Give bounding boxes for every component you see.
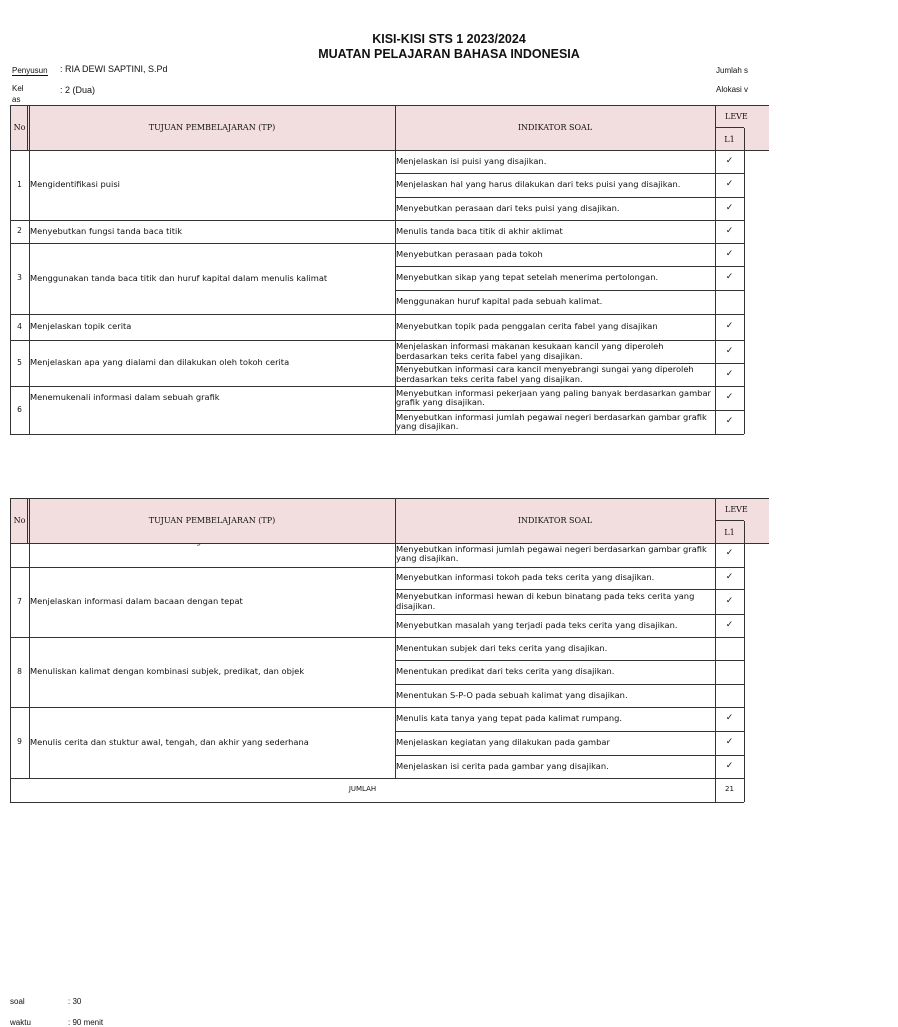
tujuan-pembelajaran-text: Menyebutkan fungsi tanda baca titik	[30, 225, 183, 236]
table-border	[744, 707, 745, 778]
tujuan-pembelajaran-text: Menjelaskan topik cerita	[30, 321, 132, 332]
table-border	[715, 637, 716, 707]
level-l1-check: ✓	[725, 713, 734, 724]
header-tujuan-pembelajaran: TUJUAN PEMBELAJARAN (TP)	[148, 123, 276, 132]
level-l1-check: ✓	[725, 345, 734, 356]
level-l1-check: ✓	[725, 416, 734, 427]
header-indikator-soal: INDIKATOR SOAL	[517, 123, 593, 132]
table-border	[744, 521, 745, 543]
alokasi-waktu-label: Alokasi v	[716, 85, 749, 94]
table-border	[744, 778, 745, 802]
row-number: 4	[17, 321, 22, 331]
level-l1-check: ✓	[725, 179, 734, 190]
header-level: LEVE	[725, 504, 748, 514]
level-l1-check: ✓	[725, 548, 734, 559]
tujuan-pembelajaran-text: Menuliskan kalimat dengan kombinasi subjek, predikat, dan objek	[30, 666, 305, 677]
jumlah-label: JUMLAH	[348, 785, 377, 794]
table-border	[715, 567, 716, 637]
table-border	[29, 567, 30, 637]
table-border	[10, 543, 744, 544]
table-border	[744, 567, 745, 637]
table-border	[10, 498, 11, 543]
table-border	[10, 707, 11, 778]
header-no: No	[13, 516, 26, 525]
row-number: 6	[17, 404, 22, 414]
indikator-soal-text: Menjelaskan hal yang harus dilakukan dari teks puisi yang disajikan.	[396, 179, 681, 190]
header-level: LEVE	[725, 111, 748, 121]
soal-label: soal	[10, 997, 25, 1006]
tujuan-pembelajaran-text: Menulis cerita dan stuktur awal, tengah, dan akhir yang sederhana	[30, 736, 309, 747]
level-l1-check: ✓	[725, 321, 734, 332]
level-l1-check: ✓	[725, 225, 734, 236]
header-l1: L1	[724, 134, 735, 144]
level-l1-check: ✓	[725, 248, 734, 259]
level-l1-check: ✓	[725, 272, 734, 283]
penyusun-value: : RIA DEWI SAPTINI, S.Pd	[60, 64, 168, 74]
table-border	[395, 498, 396, 543]
tujuan-pembelajaran-text: Menjelaskan apa yang dialami dan dilakukan oleh tokoh cerita	[30, 357, 290, 368]
indikator-soal-text: Menjelaskan kegiatan yang dilakukan pada gambar	[396, 737, 610, 748]
indikator-soal-text: Menyebutkan informasi tokoh pada teks cerita yang disajikan.	[396, 572, 655, 583]
table-border	[29, 707, 30, 778]
soal-value: : 30	[68, 997, 82, 1006]
header-indikator-soal: INDIKATOR SOAL	[517, 516, 593, 525]
table-page-2	[0, 540, 768, 820]
table-border	[10, 567, 11, 637]
indikator-soal-text: Menyebutkan informasi jumlah pegawai negeri berdasarkan gambar grafik yang disajikan.	[396, 411, 707, 431]
row-number: 1	[17, 179, 22, 189]
table-border	[715, 707, 716, 778]
tujuan-pembelajaran-text: Menggunakan tanda baca titik dan huruf kapital dalam menulis kalimat	[30, 272, 328, 283]
level-l1-check	[715, 684, 744, 707]
waktu-label: waktu	[10, 1018, 31, 1027]
table-border	[395, 707, 396, 778]
document-title: KISI-KISI STS 1 2023/2024	[372, 32, 526, 46]
indikator-soal-text: Menulis kata tanya yang tepat pada kalimat rumpang.	[396, 713, 623, 724]
table-border	[715, 778, 716, 802]
jumlah-total: 21	[725, 785, 734, 794]
indikator-soal-text: Menyebutkan sikap yang tepat setelah menerima pertolongan.	[396, 272, 659, 283]
level-l1-check	[715, 637, 744, 660]
indikator-soal-text: Menentukan subjek dari teks cerita yang disajikan.	[396, 642, 608, 653]
header-l1: L1	[724, 527, 735, 537]
kelas-label-line2: as	[12, 95, 21, 104]
indikator-soal-text: Menyebutkan topik pada penggalan cerita fabel yang disajikan	[396, 321, 658, 332]
row-number: 2	[17, 226, 22, 236]
table-border	[27, 498, 28, 543]
row-number: 7	[17, 596, 22, 606]
indikator-soal-text: Menjelaskan isi puisi yang disajikan.	[396, 155, 547, 166]
indikator-soal-text: Menyebutkan perasaan pada tokoh	[396, 248, 543, 259]
level-l1-check: ✓	[725, 572, 734, 583]
penyusun-label: Penyusun	[12, 66, 48, 75]
indikator-soal-text: Menjelaskan informasi makanan kesukaan kancil yang diperoleh berdasarkan teks cerita fabel yang disajikan.	[396, 341, 664, 361]
table-border	[744, 637, 745, 707]
table-border	[10, 802, 744, 803]
indikator-soal-text: Menyebutkan perasaan dari teks puisi yang disajikan.	[396, 202, 620, 213]
indikator-soal-text: Menentukan S-P-O pada sebuah kalimat yang disajikan.	[396, 689, 628, 700]
document-subtitle: MUATAN PELAJARAN BAHASA INDONESIA	[318, 47, 580, 61]
level-l1-check	[715, 660, 744, 684]
table-border	[10, 778, 11, 802]
level-l1-check: ✓	[725, 155, 734, 166]
header-tujuan-pembelajaran: TUJUAN PEMBELAJARAN (TP)	[148, 516, 276, 525]
indikator-soal-text: Menulis tanda baca titik di akhir aklimat	[396, 225, 563, 236]
tujuan-pembelajaran-text: Mengidentifikasi puisi	[30, 179, 120, 190]
table-border	[29, 637, 30, 707]
header-no: No	[13, 123, 26, 132]
level-l1-check: ✓	[725, 392, 734, 403]
kelas-value: : 2 (Dua)	[60, 85, 96, 95]
indikator-soal-text: Menyebutkan informasi cara kancil menyebrangi sungai yang diperoleh berdasarkan teks cerita fabel yang disajikan.	[396, 364, 694, 384]
tujuan-pembelajaran-text: Menemukenali informasi dalam sebuah grafik	[30, 392, 220, 403]
row-number: 5	[17, 357, 22, 367]
level-l1-check: ✓	[725, 737, 734, 748]
row-number: 9	[17, 737, 22, 747]
indikator-soal-text: Menyebutkan informasi jumlah pegawai negeri berdasarkan gambar grafik yang disajikan.	[396, 543, 707, 563]
table-border	[10, 637, 11, 707]
kelas-label-line1: Kel	[12, 84, 24, 93]
table-page-2-header	[0, 0, 768, 545]
row-number: 8	[17, 666, 22, 676]
level-l1-check: ✓	[725, 760, 734, 771]
indikator-soal-text: Menjelaskan isi cerita pada gambar yang disajikan.	[396, 760, 609, 771]
table-border	[395, 637, 396, 707]
row-number: 3	[17, 273, 22, 283]
indikator-soal-text: Menyebutkan masalah yang terjadi pada teks cerita yang disajikan.	[396, 619, 678, 630]
level-l1-check: ✓	[725, 368, 734, 379]
indikator-soal-text: Menggunakan huruf kapital pada sebuah kalimat.	[396, 296, 603, 307]
jumlah-soal-label: Jumlah s	[716, 66, 749, 75]
indikator-soal-text: Menyebutkan informasi pekerjaan yang paling banyak berdasarkan gambar grafik yang disajikan.	[396, 387, 711, 407]
indikator-soal-text: Menentukan predikat dari teks cerita yang disajikan.	[396, 666, 615, 677]
table-border	[715, 520, 744, 521]
table-border	[395, 567, 396, 637]
level-l1-check: ✓	[725, 619, 734, 630]
level-l1-check: ✓	[725, 595, 734, 606]
tujuan-pembelajaran-text: Menjelaskan informasi dalam bacaan dengan tepat	[30, 596, 243, 607]
waktu-value: : 90 menit	[68, 1018, 104, 1027]
level-l1-check: ✓	[725, 202, 734, 213]
indikator-soal-text: Menyebutkan informasi hewan di kebun binatang pada teks cerita yang disajikan.	[396, 591, 695, 611]
table-border	[29, 498, 30, 543]
